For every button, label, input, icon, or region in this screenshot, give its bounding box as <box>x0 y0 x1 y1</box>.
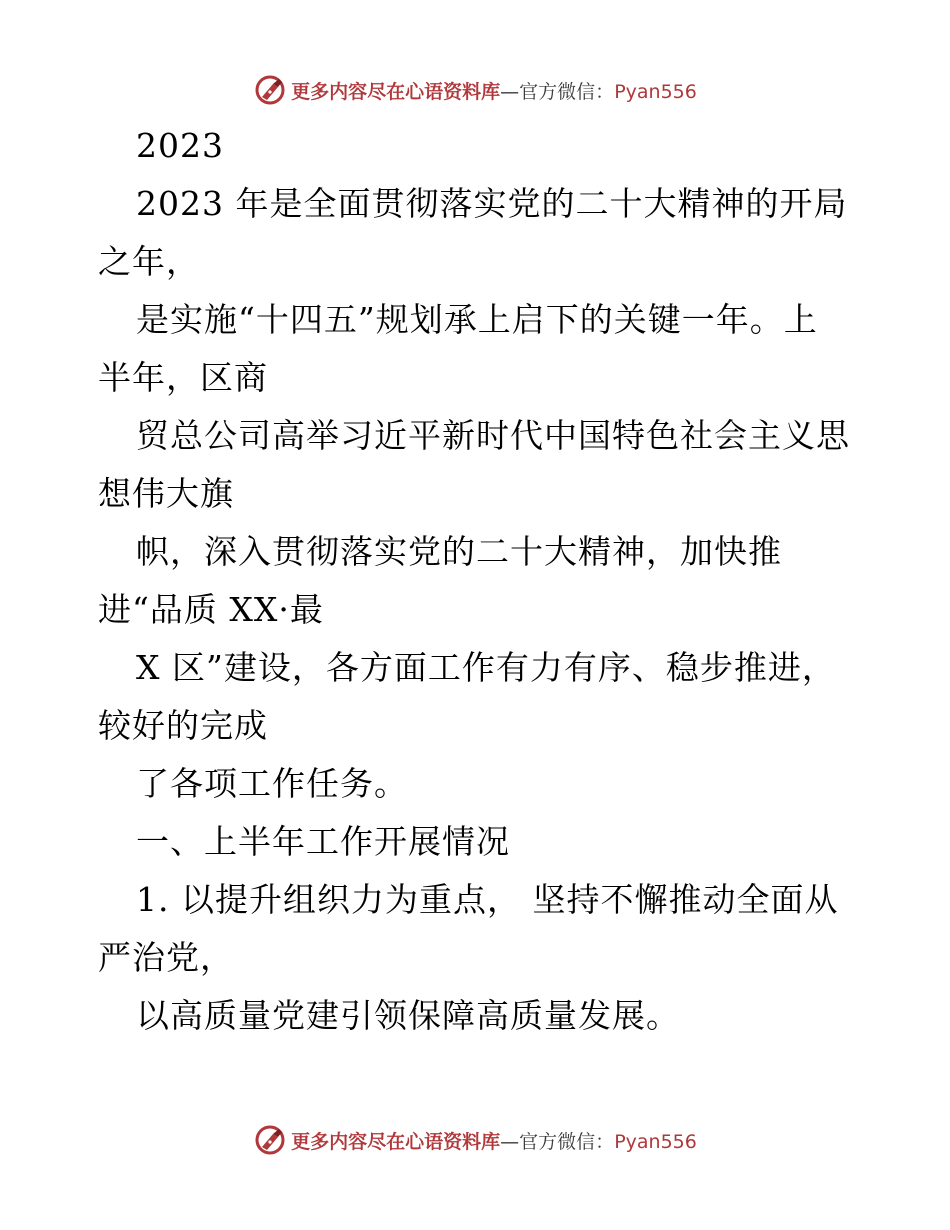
doc-line-11: 较好的完成 <box>98 706 268 745</box>
doc-line-4: 是实施“十四五”规划承上启下的关键一年。上 <box>136 300 818 339</box>
doc-line-9: 进“品质 XX·最 <box>98 590 324 629</box>
footer-banner-text <box>291 1127 697 1154</box>
footer-contact-label: 官方微信： <box>519 1130 615 1153</box>
header-contact-handle: Pyan556 <box>614 80 697 103</box>
doc-line-12: 了各项工作任务。 <box>136 764 408 803</box>
doc-line-16: 以高质量党建引领保障高质量发展。 <box>136 996 680 1035</box>
doc-line-14: 1. 以提升组织力为重点， 坚持不懈推动全面从 <box>136 880 839 919</box>
footer-watermark-banner <box>0 1120 950 1160</box>
doc-line-6: 贸总公司高举习近平新时代中国特色社会主义思 <box>136 416 850 455</box>
pen-nib-logo-icon <box>253 1123 287 1157</box>
header-source-text: 更多内容尽在心语资料库 <box>291 80 501 103</box>
doc-line-5: 半年，区商 <box>98 358 268 397</box>
doc-line-10: X 区”建设，各方面工作有力有序、稳步推进， <box>136 648 836 687</box>
footer-source-text: 更多内容尽在心语资料库 <box>291 1130 501 1153</box>
doc-line-7: 想伟大旗 <box>98 474 234 513</box>
header-contact-label: 官方微信： <box>519 80 615 103</box>
section-heading: 一、上半年工作开展情况 <box>136 822 510 861</box>
footer-dash: — <box>500 1130 520 1153</box>
doc-line-15: 严治党， <box>98 938 234 977</box>
doc-line-1: 2023 <box>136 126 224 165</box>
doc-line-8: 帜，深入贯彻落实党的二十大精神，加快推 <box>136 532 782 571</box>
footer-contact-handle: Pyan556 <box>614 1130 697 1153</box>
doc-line-3: 之年， <box>98 242 200 281</box>
header-dash: — <box>500 80 520 103</box>
doc-line-2: 2023 年是全面贯彻落实党的二十大精神的开局 <box>136 184 848 223</box>
